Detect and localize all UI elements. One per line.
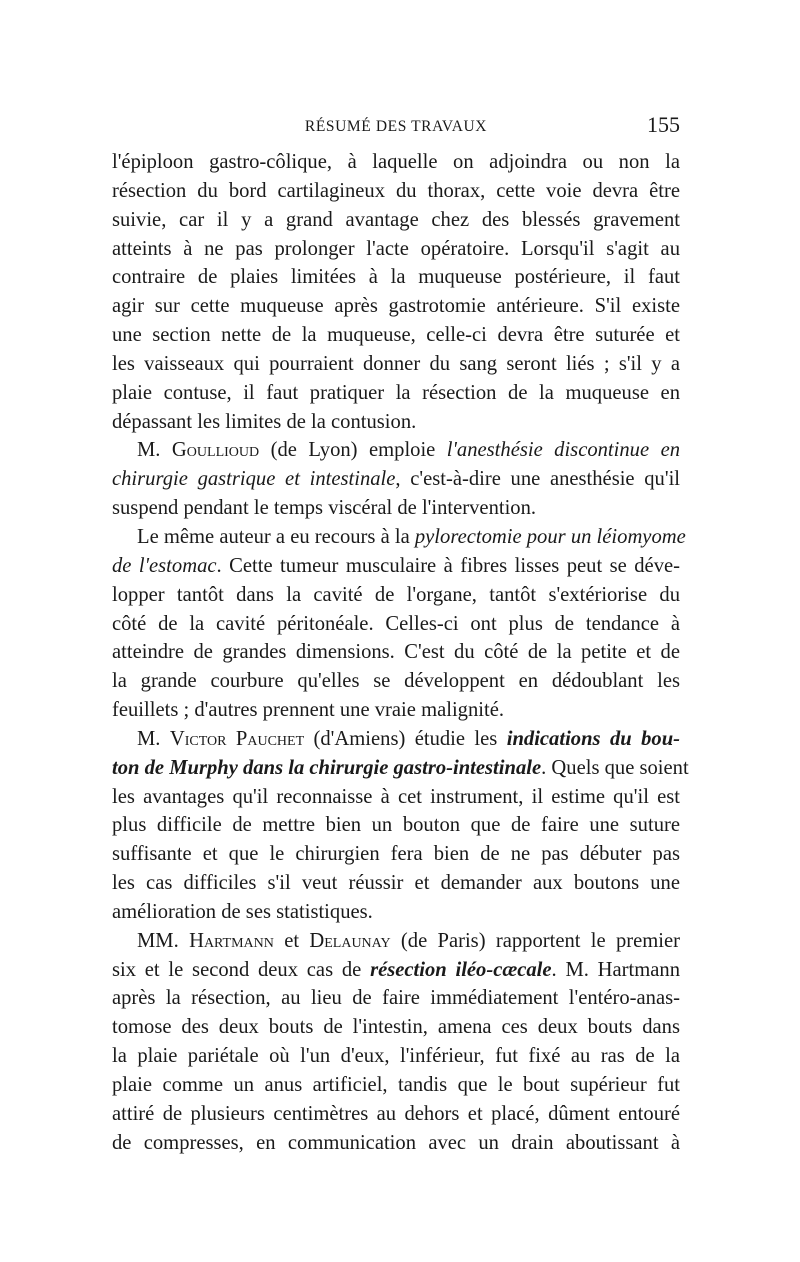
- text-segment: l'épiploon gastro-côlique, à laquelle on adjoindra ou non la: [112, 151, 680, 173]
- text-line: [112, 783, 680, 812]
- text-segment: , c'est-à-dire une anesthésie qu'il: [395, 468, 681, 491]
- text-segment: les cas difficiles s'il veut réussir et demander aux boutons une: [112, 872, 680, 895]
- text-line: [112, 321, 680, 350]
- text-segment: la plaie pariétale où l'un d'eux, l'inférieur, fut fixé au ras de la: [112, 1045, 680, 1068]
- emphasized-text: pylorectomie pour un léiomyome: [414, 525, 686, 548]
- text-segment: Le même auteur a eu recours à la: [137, 525, 415, 548]
- running-title: RÉSUMÉ DES TRAVAUX: [304, 118, 488, 135]
- emphasized-text: Delaunay: [309, 929, 391, 952]
- text-segment: . Cette tumeur musculaire à fibres lisses peut se déve-: [216, 554, 680, 577]
- text-line: [112, 263, 680, 292]
- text-line: [112, 581, 680, 610]
- text-line: [112, 956, 680, 985]
- text-line: [112, 1071, 680, 1100]
- text-segment: (d'Amiens) étudie les: [304, 727, 507, 750]
- text-line: [112, 350, 680, 379]
- emphasized-text: chirurgie gastrique et intestinale: [112, 468, 396, 491]
- text-segment: suivie, car il y a grand avantage chez des blessés gravement: [112, 208, 680, 231]
- text-segment: après la résection, au lieu de faire immédiatement l'entéro-anas-: [112, 987, 680, 1010]
- text-segment: M.: [137, 439, 172, 462]
- text-segment: les vaisseaux qui pourraient donner du sang seront liés ; s'il y a: [112, 352, 680, 375]
- text-segment: côté de la cavité péritonéale. Celles-ci ont plus de tendance à: [112, 612, 680, 635]
- body-text: [112, 148, 689, 1158]
- emphasized-text: Victor Pauchet: [169, 727, 305, 750]
- text-line: [112, 1129, 680, 1158]
- text-line: [112, 408, 680, 437]
- running-header: [112, 112, 680, 142]
- text-segment: lopper tantôt dans la cavité de l'organe, tantôt s'extériorise du: [112, 583, 680, 606]
- text-segment: amélioration de ses statistiques.: [112, 900, 373, 923]
- emphasized-text: résection iléo-cæcale: [370, 958, 552, 981]
- text-segment: (de Lyon) emploie: [259, 439, 447, 462]
- text-line: [112, 869, 680, 898]
- text-segment: contraire de plaies limitées à la muqueuse postérieure, il faut: [112, 266, 680, 289]
- emphasized-text: de l'estomac: [112, 554, 217, 577]
- text-segment: tomose des deux bouts de l'intestin, amena ces deux bouts dans: [112, 1016, 680, 1039]
- text-line: [112, 235, 680, 264]
- text-segment: atteindre de grandes dimensions. C'est du côté de la petite et de: [112, 641, 680, 664]
- text-segment: attiré de plusieurs centimètres au dehors et placé, dûment entouré: [112, 1102, 680, 1125]
- text-segment: dépassant les limites de la contusion.: [112, 410, 417, 433]
- text-segment: agir sur cette muqueuse après gastrotomie antérieure. S'il existe: [112, 295, 680, 318]
- text-segment: . Quels que soient: [541, 756, 689, 779]
- text-line: [112, 523, 686, 552]
- text-line: [112, 177, 680, 206]
- text-segment: une section nette de la muqueuse, celle-ci devra être suturée et: [112, 324, 680, 347]
- text-segment: (de Paris) rapportent le premier: [390, 929, 680, 952]
- text-line: [112, 1042, 680, 1071]
- text-segment: feuillets ; d'autres prennent une vraie malignité.: [112, 699, 504, 722]
- text-line: [112, 927, 680, 956]
- emphasized-text: ton de Murphy dans la chirurgie gastro-intestinale: [112, 756, 542, 779]
- text-segment: la grande courbure qu'elles se développent en dédoublant les: [112, 670, 680, 693]
- emphasized-text: Hartmann: [189, 929, 274, 952]
- text-segment: M.: [137, 727, 170, 750]
- text-line: [112, 754, 689, 783]
- text-line: [112, 696, 680, 725]
- text-line: [112, 811, 680, 840]
- emphasized-text: indications du bou-: [506, 727, 681, 750]
- text-segment: six et le second deux cas de: [112, 958, 371, 981]
- text-line: [112, 552, 680, 581]
- text-line: [112, 610, 680, 639]
- text-line: [112, 292, 680, 321]
- text-line: [112, 667, 680, 696]
- text-line: [112, 1013, 680, 1042]
- text-segment: les avantages qu'il reconnaisse à cet instrument, il estime qu'il est: [112, 785, 680, 808]
- text-line: [112, 494, 680, 523]
- emphasized-text: Goullioud: [171, 439, 260, 462]
- text-segment: plus difficile de mettre bien un bouton que de faire une suture: [112, 814, 680, 837]
- text-line: [112, 436, 680, 465]
- text-segment: et: [273, 929, 310, 952]
- text-line: [112, 206, 680, 235]
- text-segment: plaie comme un anus artificiel, tandis que le bout supérieur fut: [112, 1074, 680, 1096]
- text-line: [112, 1100, 680, 1129]
- emphasized-text: l'anesthésie discontinue en: [446, 439, 681, 462]
- text-line: [112, 465, 680, 494]
- text-line: [112, 379, 680, 408]
- text-segment: MM.: [137, 929, 190, 952]
- text-line: [112, 898, 680, 927]
- page-number: 155: [647, 112, 680, 137]
- text-line: [112, 148, 680, 177]
- text-line: [112, 840, 680, 869]
- text-line: [112, 984, 680, 1013]
- text-line: [112, 638, 680, 667]
- text-segment: . M. Hartmann: [551, 958, 681, 981]
- text-segment: résection du bord cartilagineux du thorax, cette voie devra être: [112, 179, 680, 202]
- text-line: [112, 725, 680, 754]
- text-segment: suspend pendant le temps viscéral de l'intervention.: [112, 497, 537, 520]
- text-segment: atteints à ne pas prolonger l'acte opératoire. Lorsqu'il s'agit au: [112, 237, 680, 260]
- text-segment: suffisante et que le chirurgien fera bien de ne pas débuter pas: [112, 843, 680, 866]
- text-segment: plaie contuse, il faut pratiquer la résection de la muqueuse en: [112, 381, 680, 404]
- text-segment: de compresses, en communication avec un drain aboutissant à: [112, 1131, 680, 1154]
